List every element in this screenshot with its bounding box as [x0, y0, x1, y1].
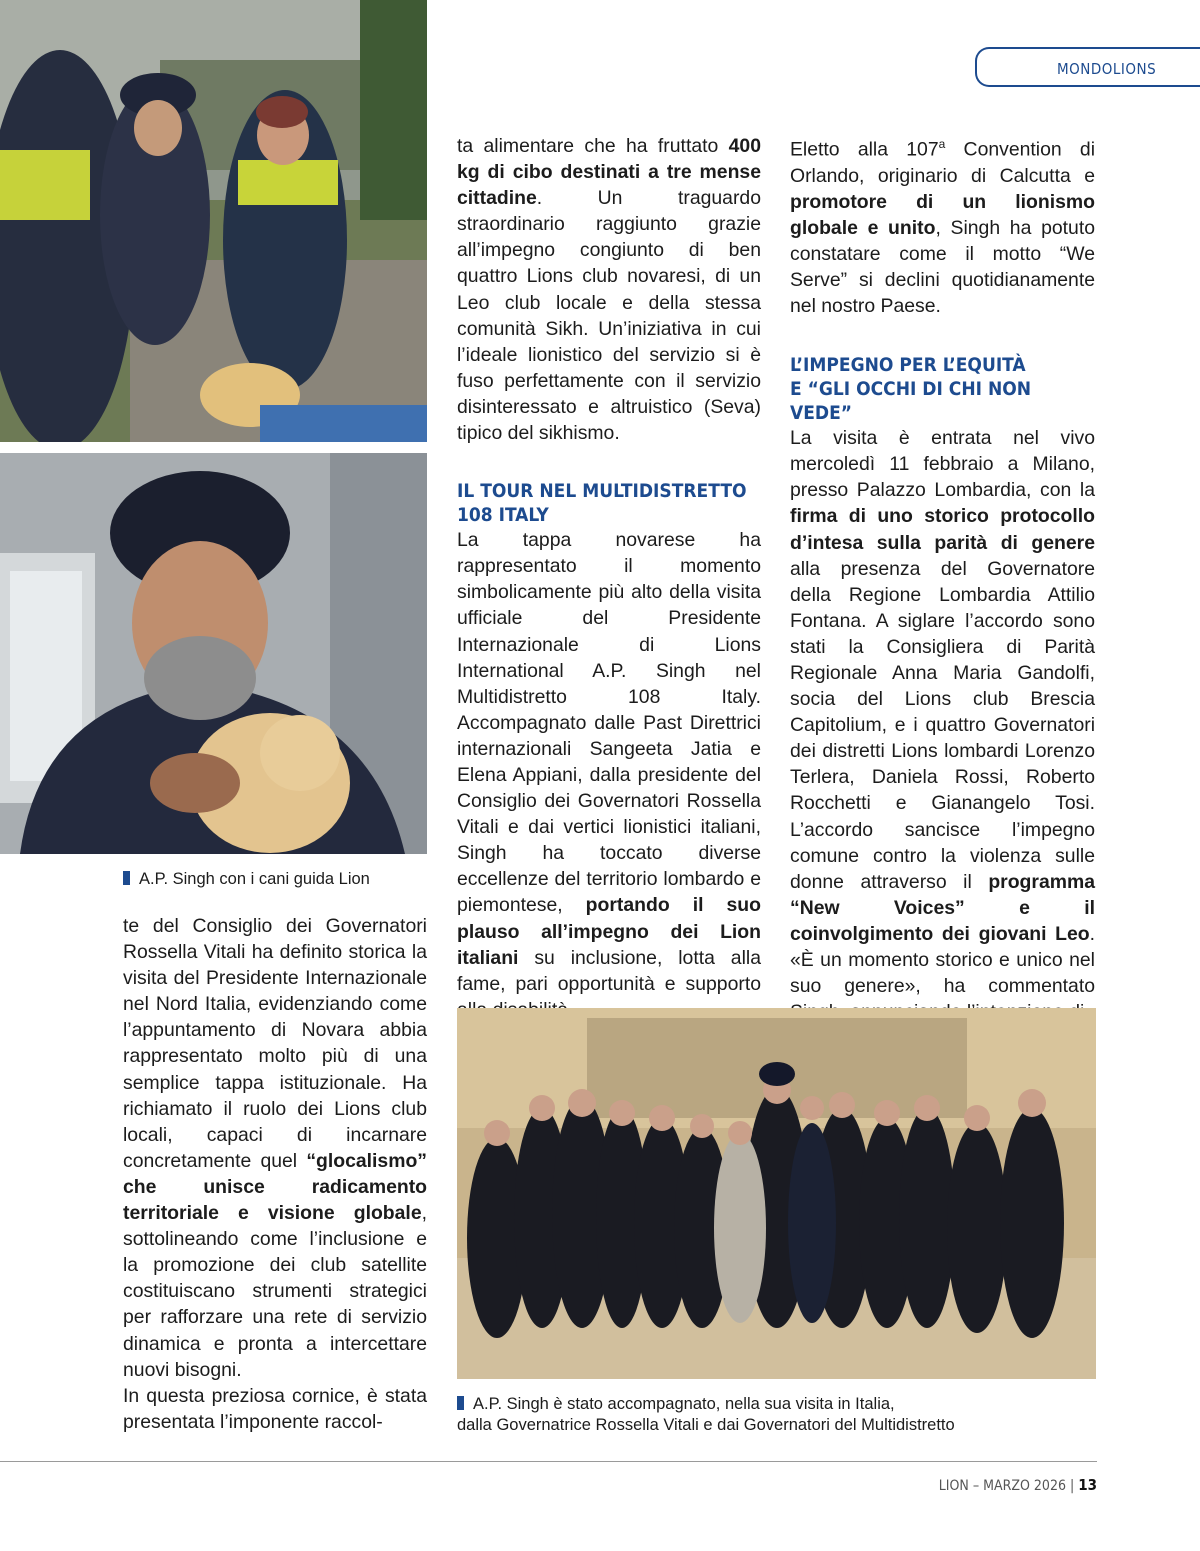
photo-group	[457, 1008, 1096, 1379]
footer-divider	[0, 1461, 1097, 1462]
col2-paragraph-2: La tappa novarese ha rappresentato il momento simbolicamente più alto della visita ufficiale del Presidente Internazionale di Lions International A.P. Singh nel Multidistretto 108 Italy. Accompagnato dalle Past Direttrici internazionali Sangeeta Jatia e Elena Appiani, dalla presidente del Consiglio dei Governatori Rossella Vitali e dai vertici lionistici italiani, Singh ha toccato diverse eccellenze del territorio lombardo e piemontese, portando il suo plauso all’impegno dei Lion italiani su inclusione, lotta alla fame, pari opportunità e supporto	[457, 529, 761, 995]
col2-heading: IL TOUR NEL MULTIDISTRETTO 108 ITALY	[457, 480, 747, 527]
photo-outdoor-guide-dog	[0, 0, 427, 442]
col1-paragraph-2: In questa preziosa cornice, è stata presentata l’imponente raccol-	[123, 1384, 427, 1433]
section-label: MONDOLIONS	[1057, 60, 1157, 78]
col3-paragraph-1: Eletto alla 107$^a$ Convention di Orlando, originario di Calcutta e promotore di un lionismo globale e unito, Singh ha potuto constatare come il motto “We Serve” si declini quotidianamente nel nostro Paese.	[790, 137, 1095, 318]
caption-dogs: A.P. Singh con i cani guida Lion	[123, 869, 370, 890]
col2-paragraph-1: ta alimentare che ha fruttato 400 kg di cibo destinati a tre mense cittadine. Un traguardo straordinario raggiunto grazie all’impegno congiunto di ben quattro Lions club novaresi, di un Leo club locale e della stessa comunità Sikh. Un’iniziativa in cui l’ideale lionistico del servizio si è fuso perfettamente con il servizio disinteressato e altruistico (Seva) tipico del sikhismo.	[457, 135, 761, 445]
page-footer: LION – MARZO 2026 | 13	[938, 1476, 1097, 1494]
caption-marker	[123, 871, 130, 885]
column-3	[790, 131, 1095, 1025]
section-tab	[975, 47, 1200, 87]
page-number: 13	[1078, 1476, 1097, 1494]
col1-paragraph-1: te del Consiglio dei Governatori Rossella Vitali ha definito storica la visita del Presidente Internazionale nel Nord Italia, evidenziando come l’appuntamento di Novara abbia rappresentato molto più di una semplice tappa istituzionale. Ha richiamato il ruolo dei Lions club locali, capaci di incarnare concretamente quel “glocalismo” che unisce radicamento territoriale e visione globale, sottolineando come l’inclusione e la promozione dei club satellite costituiscano strumenti strategici per rafforzare una rete di servizio dinamica e pronta a intercettare nuovi bisogni.	[123, 915, 427, 1381]
column-1	[123, 913, 427, 1435]
col3-paragraph-2: La visita è entrata nel vivo mercoledì 11 febbraio a Milano, presso Palazzo Lombardia, con la firma di uno storico protocollo d’intesa sulla parità di genere alla presenza del Governatore della Regione Lombardia Attilio Fontana. A siglare l’accordo sono stati la Consigliera di Parità Regionale Anna Maria Gandolfi, socia del Lions club Brescia Capitolium, e i quattro Governatori dei distretti Lions lombardi Lorenzo Terlera, Daniela Rossi, Roberto Rocchetti e Gianangelo Tosi. L’accordo sancisce l’impegno comune contro la violenza sulle donne attraverso il programma “New Voices” e il coinvolgimento dei giovani Leo. «È un momento storico e unico nel suo genere», ha commentato	[790, 427, 1095, 998]
photo-singh-with-puppy	[0, 453, 427, 854]
column-2	[457, 133, 761, 1023]
col3-heading: L’IMPEGNO PER L’EQUITÀ E “GLI OCCHI DI CHI NON VEDE”	[790, 354, 1032, 425]
caption-marker	[457, 1396, 464, 1410]
caption-group: A.P. Singh è stato accompagnato, nella sua visita in Italia, dalla Governatrice Rossella Vitali e dai Governatori del Multidistretto	[457, 1395, 955, 1434]
